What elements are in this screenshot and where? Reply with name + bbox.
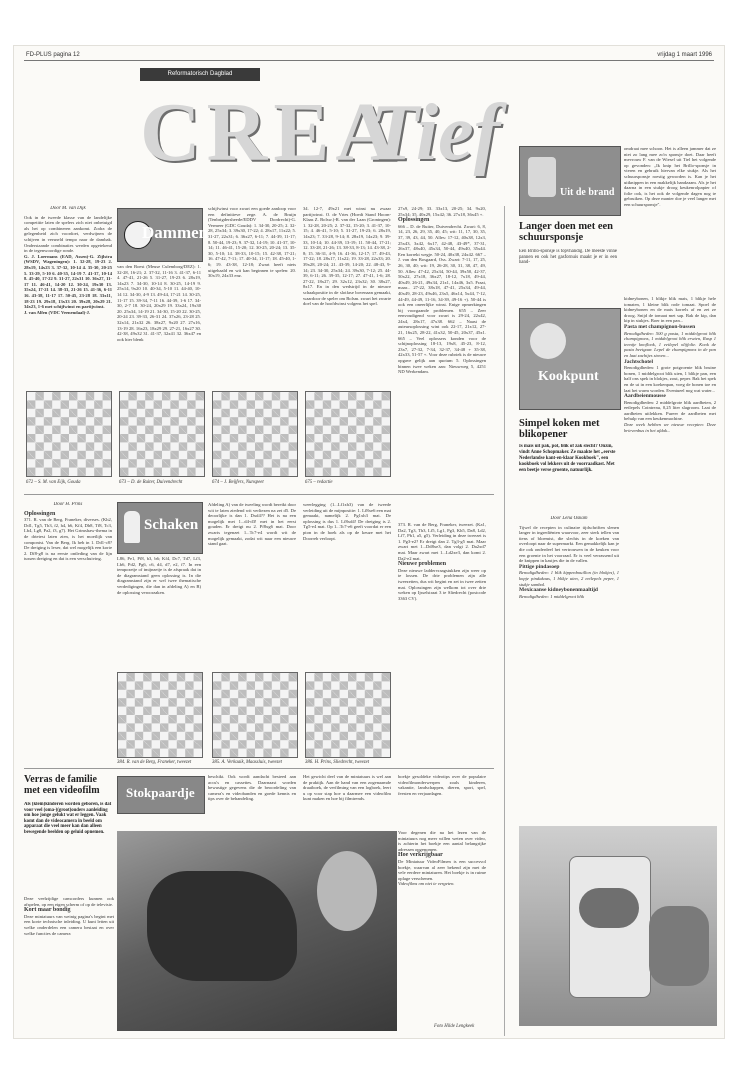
chess-piece-icon bbox=[124, 511, 140, 543]
draughts-board-672 bbox=[26, 391, 112, 477]
dam-caption-672: 672 – S. M. van Eijk, Gouda bbox=[26, 480, 81, 485]
dammen-intro: Ook in de tweede klasse van de landelijke competitie laten de spelers zich niet onbetuigd als het op combineren aankomt. Zodra de gelegenheid zich voordoet, verdwijnen de schijven in versneld tempo naar de dambak. Onderstaande combinaties werden opgetekend in de tegenwoordige ronde. bbox=[24, 214, 112, 254]
schaken-new-head: Nieuwe problemen bbox=[398, 561, 447, 568]
dammen-col2 bbox=[117, 264, 201, 381]
stokpaardje-col5-text: Voor degenen die na het lezen van de miniatuurs nog meer willen weten over video, is achterin het boekje een aantal belangrijke adressen opgenomen. bbox=[398, 830, 486, 852]
kookpunt-right-col bbox=[624, 296, 716, 616]
header-rule bbox=[24, 60, 714, 61]
dammen-solutions-text: 666 – D. de Ruiter, Duivendrecht. Zwart: 6, 8, 14, 23, 26, 29, 35, 40, 45; wit: 11, 17, 30, 35, 37, 39, 43, 44, 50. Alles: 17-12, 40x38, 12x3, 25x43, 3x42, 6x17, 42-48, 43-49*, 37-31, 26x37, 48x40, 45x34, 50-44, 49x40, 35x44. Een korrekt wegje. 50-24, 40x38, 24x42. 667 – J. van den Bosgaard, Oss. Zwart: 7-11, 17, 25, 26, 30, 40; wit: 19, 26-28, 30, 31, 38, 47, 49, 50. Alles: 47-42, 25x34, 50-44, 39x50, 42-37, 50x22, 27x18, 36x27, 18-12, 7x18, 49-44, 40x49, 26-21, 49x34, 21x1, 14x46, 3x5. Fraai, maar... 27-22, 38x18, 47-41, 25x34, 49-44, 40x49, 28-23, 49x46, 23x5, 46x14, 5x44, 7-12, 44-49, 44-49, 11-16, 34-39, 49-16 +). 50-44 is ook een oneerlijke winst. Enige opmerkingen bij voorgaande problemen. 655 – Zeer eenvoudigend voor zwart is 29-24, 22x42, 24x4, 28x17, 47x38. 662 – Naast de auteursoplossing wint ook 22-17, 21x12, 27-21, 16x25, 28-22, 41x32, 50-45, 20x37, 45x1. 665 – Veel oplossers konden voor de schijnoplossing 18-13, 19x8, 45-23, 8-12, 23x7, 27-32, 7-34, 32-37, 34-48 + 35-38, 42x33, 51-57 +. Voor deze rubriek is de nieuwe opgave gelijk aan quotum 5. Oplossingen binnen twee weken aan: Nieuwweg 5, 4251 ND Werkendam. bbox=[398, 223, 486, 375]
kookpunt-col-a bbox=[519, 516, 619, 816]
dammen-col5-text: 27x9, 24-29; 33. 33x13, 20-25; 34. 9x20, 25x34; 35. 40x29, 15x42; 36. 27x18, 36x45 +. bbox=[398, 206, 486, 217]
uit-de-brand-title: Uit de brand bbox=[560, 187, 615, 198]
schaken-col1-text: 371. R. van de Berg, Franeker, diverses. (Kh2, Dd1, Tg5, Tb3, f2, h4, b6, Kf4, Dh8, Tf8, Tc3, Lb4, Lg8, Pa2, f3, g7). Het Grimshaw-thema in de drietest laten zien, is het moeilijk van componist. Van de Berg. Ik heb in 1. Dd1-c8? De dreiging is lexer, dat wel mogelijk een korte 2. Df8-g8 is na eerste ontleding van de lijn tussen dreiging en dat is een verschuiving. bbox=[24, 517, 112, 562]
kookpunt-lead: Is mais uit pak, pot, blik of zak slecht? Onzin, vindt Anne Schopmaker. Ze maakte het „eerste Nederlandse kant-en-klaar Kookboek", een kookboek vol lekkers uit de voorraadkast. Met een beetje verse groente, natuurlijk. bbox=[519, 444, 616, 473]
video-camera-photo bbox=[117, 831, 397, 1031]
kookpunt-sub2: Jachtschotel bbox=[624, 358, 654, 365]
dammen-logo bbox=[117, 208, 209, 262]
dammen-title: Dammen bbox=[142, 223, 209, 242]
stokpaardje-logo bbox=[117, 776, 205, 814]
stokpaardje-col4: boekje gesoldeke videotips over de populaire videofilmonderwerpen zoals kinderen, vakantie, landschappen, dieren, sport, spel, feesten en verjaardagen. bbox=[398, 774, 486, 796]
kookpunt-headline: Simpel koken met blikopener bbox=[519, 418, 600, 440]
kookpunt-note: Deze week hebben we nieuwe recepten: Deze brievenbus in het afdak... bbox=[624, 422, 716, 433]
kookpunt-sub-mex-body: Benodigdheden: 1 middelgroot blik bbox=[519, 593, 585, 599]
stokpaardje-buy-text: De Miniatuur VideoFilmen is een succesvol boekje, waarvan al zeer bekend zijn met de vele eerdere miniaturen. Het boekje is in ruime oplage verschenen. bbox=[398, 858, 486, 881]
newspaper-page bbox=[14, 46, 724, 1038]
stokpaardje-col1-text: Deze veelzijdige camcorders kunnen ook afspelen, op een eigen scherm of op de televisie. bbox=[24, 896, 114, 907]
stokpaardje-col2: beschikt. Ook wordt aandacht besteed aan accu's en cassettes. Daarnaast worden bewustige gegevens die de beoordeling van camera's en videobanden en goede kennis en tips over de behandeling. bbox=[208, 774, 296, 802]
stokpaardje-col3: Het gewicht deel van de miniatuurs is wel aan de praktijk. Aan de hand van een zogenaamde draaiboek, de verfilming van een logboek, leert u op voor stap hoe u daarmee een videofilm kunt maken en hoe bij filmtrends. bbox=[303, 774, 391, 802]
dammen-col3 bbox=[208, 206, 296, 381]
schaken-col3: Afdeling A) van de tweeling wordt bereikt door wit te laten ziedend wit verliezen na zet d5. De deoorlijke is dan 1. Dxd4?? Het is na een mogelijk met 1...d4-d3! met in het eerst gouden. Er dreigt nu 2. Pf8xg6 mat. Door zwarts tegenzet 1...Tc7-e4 wordt wit de mogelijk gemaakt, zodat wit naar een nieuwe stand gaat. bbox=[208, 502, 296, 547]
schaken-col2: L86, Pe1, Pf8, b3, b6; Kf4, Dc7, Td7, Lf3, Lb6, Pd2, Pg6, c6, d4, d7, e2, f7. In een tempozetje of tmijnzetje is de afspraak dat in de diagramstand geen oplossing is. In die diagramstand zijn er wel twee thematische verdedigingen, die dan in afdeling A) en B) de oplossing veroorzaken. bbox=[117, 556, 201, 595]
masthead-word: CREA bbox=[140, 86, 403, 179]
kookpunt-sub-pitti: Pittige pindasoep bbox=[519, 563, 560, 570]
draughts-board-673 bbox=[119, 391, 205, 477]
stokpaardje-sub-text: Deze miniatuurs van weinig pagina's begint met een korte technische inleiding. U kunt letten uit welke onderdelen een camera bestaat en over welke functies de camera bbox=[24, 913, 114, 936]
soup-can-photo bbox=[519, 826, 717, 1026]
draughts-board-674 bbox=[212, 391, 298, 477]
schaken-logo bbox=[117, 502, 203, 554]
child-face-shape bbox=[317, 851, 377, 931]
uit-de-brand-cont: omdraai mee schoon. Het is alleen jammer dat ze niet zo lang mee zo'n sponsje doet. Daar heeft mevrouw F. van de Wiesel uit Tiel het volgende op gevonden: „Ik knip het Brillo-sponsje in vieren en gebruik hiervan elke stukje. Als het schuursponsje roestig geworden is. Kan je het uitknippen in een makkelijk handzaam. Als je het daarna in een stukje droog keukenrolpapier of folie ook, is het ook de volgende dagen nog te gebruiken. Op deze manier doe je veel langer met een schuursponsje". bbox=[624, 146, 716, 207]
camera-shape bbox=[147, 871, 297, 981]
kookpunt-sub-mex: Mexicaanse kidneybonenmaaltijd bbox=[519, 587, 598, 594]
dam-caption-674: 674 – J. Beijfers, Nunspeet bbox=[212, 480, 264, 485]
dam-caption-673: 673 – D. de Ruiter, Duivendrecht bbox=[119, 480, 183, 485]
chess-board-384 bbox=[117, 672, 203, 758]
kookpunt-sub-pitti-body: Benodigdheden: 1 blik kippenbouillon (in blokjes), 1 kopje pindakaas, 1 blikje uien, 2 eetlepels peper, 1 stukje sambal. bbox=[519, 570, 619, 587]
schaken-col1 bbox=[24, 502, 112, 752]
dam-caption-675: 675 – redactie bbox=[305, 480, 333, 485]
stokpaardje-col5 bbox=[398, 830, 486, 1020]
kookpunt-byline: Door Lena Oskam bbox=[550, 516, 588, 521]
stokpaardje-buy-head: Hoe verkrijgbaar bbox=[398, 852, 443, 859]
kookpunt-sub1: Pasta met champignon-bussen bbox=[624, 323, 696, 330]
stokpaardje-col1 bbox=[24, 896, 114, 1031]
schaken-divider bbox=[24, 494, 494, 495]
masthead-word2: Tief bbox=[370, 89, 501, 177]
page-header-right: vrijdag 1 maart 1996 bbox=[657, 52, 712, 58]
schaken-head: Oplossingen bbox=[24, 510, 56, 517]
kookpunt-sub1-body: Benodigdheden: 500 g pasta, 1 middelgroot blik champignons, 1 middelgroot blik erwten, Rasp 1 teentje knoflook, 1 eetlepel olijfolie. Kook de pasta beetgaar. Lepel de champignons in de pan en laat zachtjes stoven... bbox=[624, 330, 716, 358]
dammen-col2-text: van den Boest (Meuse Culemborg/DEZ): 1. 32-28, 16-21; 2. 37-32, 11-16 3. 41-37, 6-11 4. 47-41, 21-26 5. 31-27, 19-23 6. 28x19, 14x23 7. 34-30, 10-14 8. 30-25, 14-19 9. 25x14, 9x20 10. 40-34, 5-10 11. 44-40, 10-14 12. 34-30, 4-9 13. 49-44, 17-21 14. 30-25, 11-17 15. 39-34, 7-11 16. 44-39, 1-6 17. 34-30, 2-7 18. 30-24, 20x29 19. 33x24, 19x30 20. 25x34, 14-19 21. 34-30, 15-20 22. 30-25, 20-24 23. 39-33, 26-31 24. 37x26, 23-28 25. 32x14, 21x32 26. 38x27, 9x20 27. 27x16, 13-19 28. 16x23, 18x29 29. 27-21, 16x27 30. 42-38, 49x32 31. 41-37, 32x41 32. 36x47 en ook hier blenk bbox=[117, 264, 201, 342]
kookpunt-sub3-body: Benodigdheden: 2 middelgrote blik aardbeien, 2 eetlepels Cointreau, 0,25 liter slagroom. Laat de aardbeien uitlekken. Pureer de aardbeien met behulp van een keukenmachine. bbox=[624, 399, 716, 422]
kookpunt-logo bbox=[519, 308, 621, 410]
stokpaardje-sub: Kort maar bondig bbox=[24, 907, 71, 914]
dammen-col1 bbox=[24, 206, 112, 381]
schaken-col5-text: 373. R. van de Berg, Franeker, tweezet. (Ka1, Da2, Tg3, Th3, Lf5, Lg1, Pg3, Kh5, Da8, Ld2, Lf7, Pb1, a5, g5). Verleiding in deze tweezet is 1. Pg3-e2? Er dreigt dan 2. Tg3-g5 mat. Maar zwart met 1...Dd8xe3, dan volgt 2. Da2xd7 mat. Maar zwart met 1...Ld2xe3, dan komt 2. Da2-e2 mat. bbox=[398, 522, 486, 561]
hose-icon bbox=[528, 157, 556, 197]
kookpunt-sub3: Aardbeienmousse bbox=[624, 393, 666, 400]
stokpaardje-headline: Verras de familie met een videofilm bbox=[24, 774, 100, 796]
can-label-shape bbox=[579, 888, 639, 928]
kookpunt-col-a-text: Tijwel de recepten in culinaire tijdschriften slenen langer in ingrediënten waarvoor, zeer sterk tellen van tiens of bloemist, die slechts in de koeken van overloopt naar de supermarkt. Een gemakkelijk kan je die ook onderdeel het vertrouwen in de keuken voor een groente in het voorraad. Er is veel verrassend uit de knippen in kastjes die in de vallen. bbox=[519, 524, 619, 564]
kookpunt-col-b: kidneybonen, 1 blikje blik mais, 1 blikje hele tomaten, 1 kleine blik rode tomaat. Spoel de kidneybonen en de mais korrels af en zet ze droog. Snijd de tomaat met sap. Bak de kip, dan kip in stukjes. Boer in een pan... bbox=[624, 296, 716, 324]
dammen-game2: J. van Alfen (VDC Veenendaal)-J. bbox=[24, 309, 91, 315]
chess-board-386 bbox=[305, 672, 391, 758]
page-column-divider bbox=[504, 206, 505, 1036]
schaken-col4: weerlegging (1...Lf1xh3) van de tweede verleiding uit de mijnpositie: 1. Lf8xe6 een mat gemaakt, namelijk 2. Pg1xh3 mat. De oplossing is dus 1. Lf8xd4! De dreiging is 2. Tg5-e4 mat. Op 1...Tc7-e6 geeft voordat er een pion in de hoek als op de keuze met het Doorreb verloopt. bbox=[303, 502, 391, 541]
dammen-col3-text: schijfwinst voor zwart een goede aanloop voor een definitieve zege. A. de Bruijn (Tenbrigdersheede/EDDV Dordrecht)-G. Vermeer (GDC Gouda): 1. 34-30, 20-25; 2. 32-28, 25x34; 3. 39x30, 17-22; 4. 28x17, 11x22; 5. 31-27, 22x31; 6. 36x27, 6-11; 7. 44-39, 11-17; 8. 50-44, 19-23; 9. 37-32, 14-19; 10. 41-37, 10-14; 11. 46-41, 15-20; 12. 30-25, 20-24; 13. 35-30, 5-10; 14. 38-33, 10-15; 15. 42-38, 17-21; 16. 47-42, 7-11; 17. 40-34, 11-17; 18. 45-40, 1-6; 19. 43-38, 12-18; Zwart heeft niets uitgehaald en wit kan beginnen te spelen: 20. 30x19, 24x33 enz. bbox=[208, 206, 296, 279]
photo-credit: Foto Hilde Lengkeek bbox=[434, 1024, 475, 1029]
kookpunt-title: Kookpunt bbox=[538, 369, 599, 384]
kookpunt-sub2-body: Benodigdheden: 1 grote potgroente blik bruine bonen, 1 middelgroot blik uien, 1 blikje pan, een half ons spek in blokjes, zout, peper. Bak het spek en de ui in een koekenpan, voeg de bonen toe en laat het warm worden. Eventueel nog wat water... bbox=[624, 365, 716, 393]
chess-caption-384: 384. R. van de Berg, Franeker, tweezet bbox=[117, 760, 192, 765]
uit-de-brand-lead: Een Brillo-sponsje is topvhandig. De meeste vinne pannen en ook het gasfornuis maakt je er in een hand- bbox=[519, 249, 617, 266]
stokpaardje-divider bbox=[24, 768, 494, 769]
stokpaardje-title: Stokpaardje bbox=[126, 785, 195, 800]
uit-de-brand-logo bbox=[519, 146, 621, 216]
page-header-left: FD-PLUS pagina 12 bbox=[26, 52, 80, 58]
dammen-byline: Door M. van Dijk bbox=[50, 206, 86, 211]
masthead bbox=[22, 64, 502, 214]
hand-shape bbox=[649, 906, 709, 986]
schaken-new-text: Deze nieuwe laddervraagstukken zijn weer op te lossen. De drie problemen zijn alle tweezetten, dus wit begint en zet in twee zetten mat. Oplossingen zijn welkom tot over drie weken op Ijsselstraat 3 te Sliedrecht (postcode 3363 CV). bbox=[398, 567, 486, 601]
dammen-game1: G. J. Loermans (EAD, Assen)-G. Zijlstra (WSDV, Wageningen): 1. 32-28, 19-23 2. 28x19, 14x23 3. 37-32, 10-14 4. 35-30, 20-25 5. 33-29, 5-10 6. 40-35, 14-19 7. 41-37, 10-14 8. 45-40, 17-22 9. 31-27, 22x31 10. 36x27, 11-17 11. 46-41, 14-20 12. 30-24, 19x30 13. 35x24, 17-21 14. 38-33, 21-26 15. 41-36, 6-11 16. 43-38, 11-17 17. 50-45, 23-28 18. 33x11, 18-23 19. 29x18, 13x33 20. 39x28, 20x29 21. 34x23, 1-6 met schijfwinst en partijwinst. bbox=[24, 253, 112, 310]
dammen-col4 bbox=[303, 206, 391, 381]
masthead-tag: Reformatorisch Dagblad bbox=[140, 68, 260, 81]
chess-caption-386: 386. H. Prins, Sliedrecht, tweezet bbox=[305, 760, 370, 765]
dammen-solutions-head: Oplossingen bbox=[398, 217, 430, 224]
stokpaardje-caption: Videofilms om niet te vergeten. bbox=[398, 881, 455, 887]
pot-icon bbox=[530, 323, 566, 359]
draughts-board-675 bbox=[305, 391, 391, 477]
uit-de-brand-headline: Langer doen met een schuursponsje bbox=[519, 221, 614, 243]
chess-board-385 bbox=[212, 672, 298, 758]
dammen-col5 bbox=[398, 206, 486, 518]
stokpaardje-lead: Als (klein)kinderen worden geboren, is dat voor veel (oma-)(groot)ouders aanleiding om hoe jonge gelukt wat er leggen. Vaak komt dan de videocamera in beeld om apparaat die veel meer kan dan alleen bewegende beelden op geluid opnemen. bbox=[24, 802, 112, 835]
schaken-title: Schaken bbox=[144, 517, 199, 533]
chess-caption-385: 385. A. Verkaaik, Maassluis, tweezet bbox=[212, 760, 282, 765]
dammen-col4-text: 34. 12-7, 49x21 met winst nu zwaar partijwinst. O. de Vries (Hoedt Stand Hoorn-Klaas Z. Bolsw.)-R. van der Laan (Groningen): 1. 32-28, 20-25; 2. 37-32, 15-20; 3. 41-37, 10-15; 4. 46-41, 5-10; 5. 31-27, 19-23; 6. 28x19, 14x23; 7. 33-28, 9-14; 8. 28x19, 14x23; 9. 39-33, 10-14; 10. 44-39, 13-19; 11. 50-44, 17-21; 12. 33-28, 21-26; 13. 38-33, 8-13; 14. 43-38, 2-8; 15. 36-31, 4-9; 16. 41-36, 12-17; 17. 49-43, 17-22; 18. 28x17, 11x22; 19. 33-28, 22x33; 20. 39x28, 20-24; 21. 43-39, 14-20; 22. 48-43, 9-14; 23. 34-30, 25x34; 24. 39x30, 7-12; 25. 44-39, 6-11; 26. 39-35, 12-17; 27. 47-41, 1-6; 28. 27-22, 18x27; 29. 32x12, 23x32; 30. 38x27, 8x17. En in den wedstrijd in de nieuwe schaakpositie in de slotfase bovenaan gemaakt, waardoor de speler om Bolsm. zwart het zwarte doel van de hoofdwinst volgens het spel. bbox=[303, 206, 391, 307]
schaken-byline: Door H. Prins bbox=[53, 502, 83, 507]
